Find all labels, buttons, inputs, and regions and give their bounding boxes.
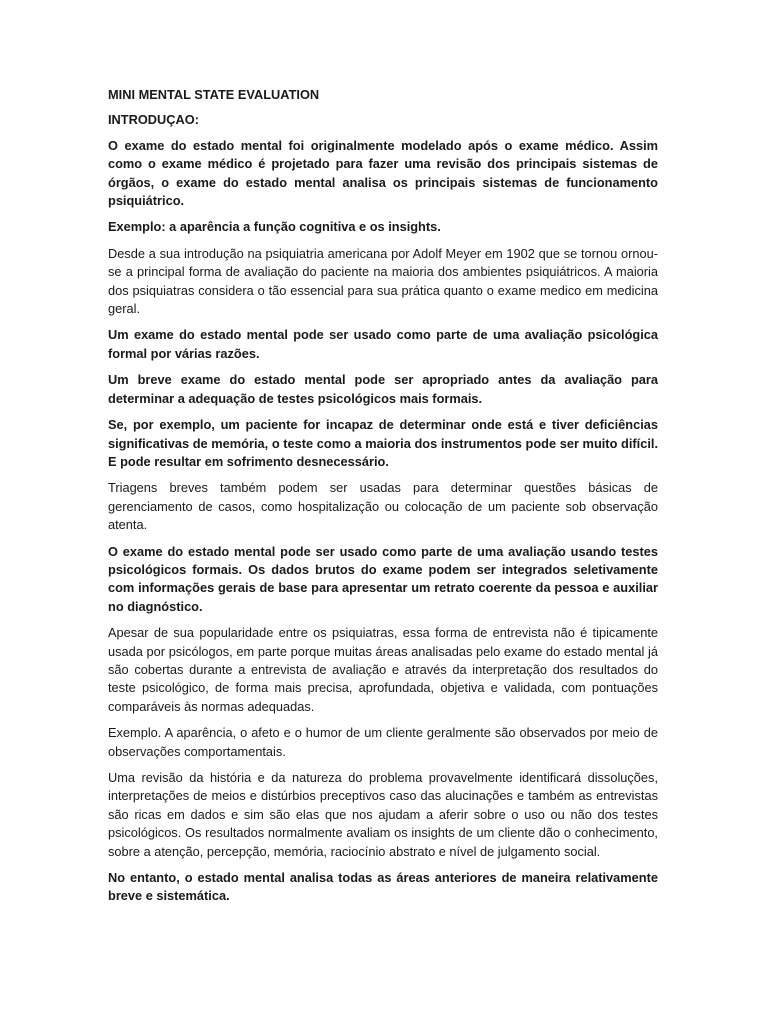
paragraph-7: Triagens breves também podem ser usadas para determinar questões básicas de gerenciamento de casos, como hospitalização ou colocação de um paciente sob observação atenta. — [108, 480, 658, 533]
paragraph-2: Exemplo: a aparência a função cognitiva e os insights. — [108, 219, 441, 235]
paragraph-11: Uma revisão da história e da natureza do problema provavelmente identificará dissoluções, interpretações de meios e distúrbios preceptivos caso das alucinações e também as entrevistas são ricas em dados e sim são elas que nos ajudam a aferir sobre o uso ou não dos testes psicológicos. Os resultados normalmente avaliam os insights de um cliente dão o conhecimento, sobre a atenção, percepção, memória, raciocínio abstrato e nível de julgamento social. — [108, 770, 658, 859]
paragraph-1: O exame do estado mental foi originalmente modelado após o exame médico. Assim como o exame médico é projetado para fazer uma revisão dos principais sistemas de órgãos, o exame do estado mental analisa os principais sistemas de funcionamento psiquiátrico. — [108, 137, 658, 209]
paragraph-10: Exemplo. A aparência, o afeto e o humor de um cliente geralmente são observados por meio de observações comportamentais. — [108, 725, 658, 759]
paragraph-6: Se, por exemplo, um paciente for incapaz de determinar onde está e tiver deficiências significativas de memória, o teste como a maioria dos instrumentos pode ser muito difícil. E pode resultar em sofrimento desnecessário. — [108, 417, 658, 469]
paragraph-9: Apesar de sua popularidade entre os psiquiatras, essa forma de entrevista não é tipicamente usada por psicólogos, em parte porque muitas áreas analisadas pelo exame do estado mental já são cobertas durante a entrevista de avaliação e através da interpretação dos resultados do teste psicológico, de forma mais precisa, aprofundada, objetiva e validada, com pontuações comparáveis às normas adequadas. — [108, 625, 658, 714]
section-heading: INTRODUÇAO: — [108, 112, 199, 128]
document-body — [108, 86, 658, 914]
paragraph-4: Um exame do estado mental pode ser usado como parte de uma avaliação psicológica formal por várias razões. — [108, 327, 658, 361]
document-title: MINI MENTAL STATE EVALUATION — [108, 87, 320, 102]
paragraph-5: Um breve exame do estado mental pode ser apropriado antes da avaliação para determinar a adequação de testes psicológicos mais formais. — [108, 372, 658, 406]
paragraph-12: No entanto, o estado mental analisa todas as áreas anteriores de maneira relativamente breve e sistemática. — [108, 870, 658, 904]
paragraph-3: Desde a sua introdução na psiquiatria americana por Adolf Meyer em 1902 que se tornou ornou-se a principal forma de avaliação do paciente na maioria dos ambientes psiquiátricos. A maioria dos psiquiatras considera o tão essencial para sua prática quanto o exame medico em medicina geral. — [108, 245, 658, 317]
paragraph-8: O exame do estado mental pode ser usado como parte de uma avaliação usando testes psicológicos formais. Os dados brutos do exame podem ser integrados seletivamente com informações gerais de base para apresentar um retrato coerente da pessoa e auxiliar no diagnóstico. — [108, 543, 658, 614]
